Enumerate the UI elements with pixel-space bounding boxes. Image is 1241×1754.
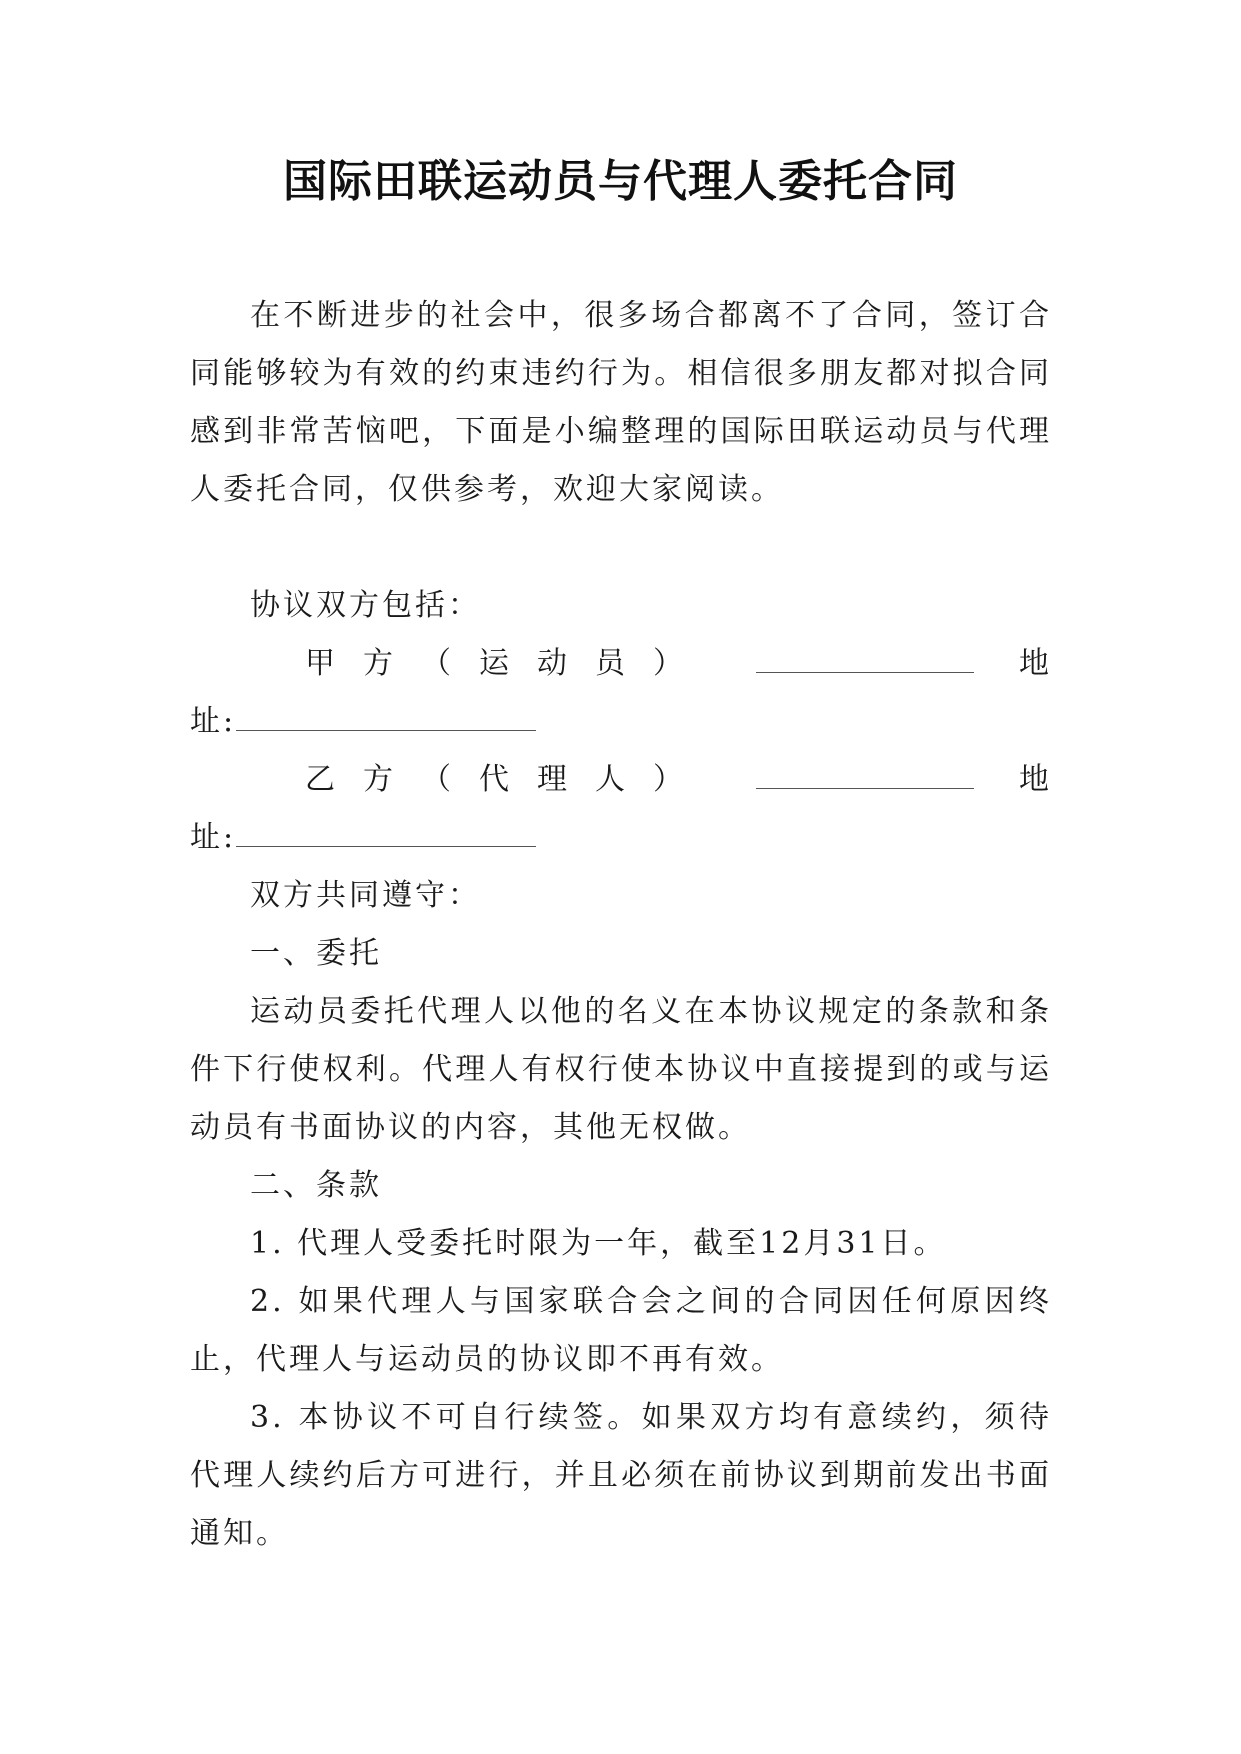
party-a-address-line: [190, 693, 1052, 751]
clause-3: 3. 本协议不可自行续签。如果双方均有意续约，须待代理人续约后方可进行，并且必须在前协议到期前发出书面通知。: [190, 1400, 1052, 1551]
party-a-address-blank: [236, 702, 536, 731]
party-b-address-line: [190, 809, 1052, 867]
mutual-paragraph: 双方共同遵守：: [250, 878, 481, 913]
section1-heading: 一、委托: [250, 936, 382, 971]
party-b-address-head: 址:: [190, 820, 237, 855]
party-a-address-tail: 地: [1019, 646, 1052, 681]
party-b-address-tail: 地: [1019, 762, 1052, 797]
intro-paragraph: 在不断进步的社会中，很多场合都离不了合同，签订合同能够较为有效的约束违约行为。相信很多朋友都对拟合同感到非常苦恼吧，下面是小编整理的国际田联运动员与代理人委托合同，仅供参考，欢迎大家阅读。: [190, 298, 1052, 507]
document-body: [190, 287, 1052, 1563]
party-b-line: [190, 751, 1052, 809]
party-b-label: 乙方（代理人）: [305, 762, 711, 797]
clause-2: 2. 如果代理人与国家联合会之间的合同因任何原因终止，代理人与运动员的协议即不再有效。: [190, 1284, 1052, 1377]
document-title: 国际田联运动员与代理人委托合同: [283, 156, 958, 207]
party-a-label: 甲方（运动员）: [305, 646, 711, 681]
party-a-address-head: 址:: [190, 704, 237, 739]
party-a-name-blank: [756, 644, 974, 673]
section1-text: 运动员委托代理人以他的名义在本协议规定的条款和条件下行使权利。代理人有权行使本协议中直接提到的或与运动员有书面协议的内容，其他无权做。: [190, 994, 1052, 1145]
party-a-line: [190, 635, 1052, 693]
party-b-address-blank: [236, 818, 536, 847]
section2-heading: 二、条款: [250, 1168, 382, 1203]
parties-heading: 协议双方包括：: [250, 588, 481, 623]
clause-1: 1. 代理人受委托时限为一年，截至12月31日。: [250, 1226, 947, 1261]
party-b-name-blank: [756, 760, 974, 789]
paragraph-gap: [190, 519, 1052, 577]
